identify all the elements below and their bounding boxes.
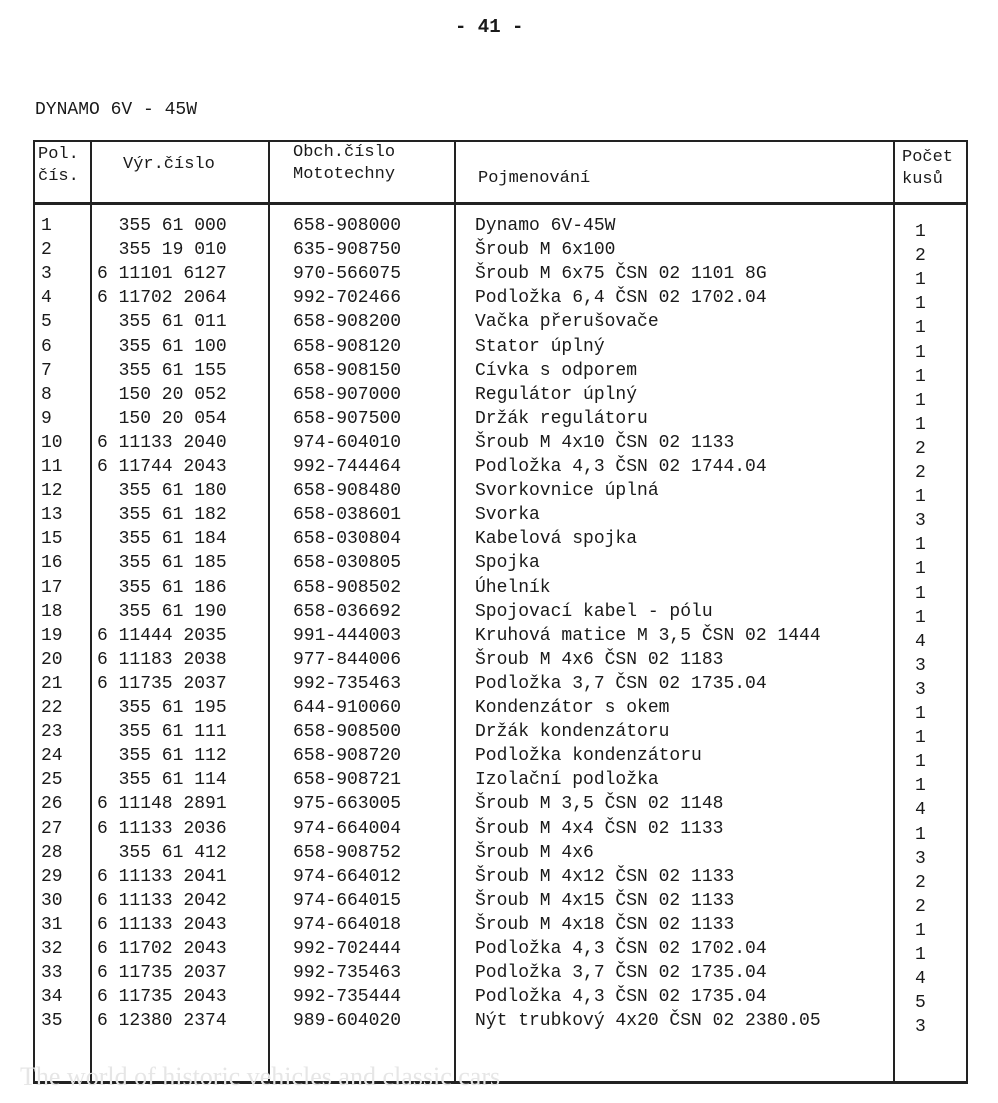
table-row <box>35 286 970 315</box>
row-trade-no: 658-036692 <box>293 601 402 622</box>
table-row <box>35 576 970 604</box>
row-qty: 1 <box>915 390 926 411</box>
table-row <box>35 431 970 459</box>
row-qty: 2 <box>915 896 926 917</box>
table-row <box>35 214 970 242</box>
row-name: Cívka s odporem <box>475 360 638 381</box>
row-pos: 29 <box>41 866 63 887</box>
row-trade-no: 974-664018 <box>293 914 402 935</box>
row-pos: 3 <box>41 264 52 285</box>
table-row <box>35 985 970 1014</box>
row-trade-no: 644-910060 <box>293 698 402 718</box>
row-name: Podložka 4,3 ČSN 02 1744.04 <box>475 457 767 477</box>
page-number: - 41 - <box>455 16 524 38</box>
row-pos: 18 <box>41 601 63 622</box>
row-part-no: 355 61 185 <box>97 553 227 574</box>
row-name: Podložka 4,3 ČSN 02 1735.04 <box>475 987 767 1008</box>
row-name: Šroub M 3,5 ČSN 02 1148 <box>475 794 724 815</box>
row-name: Kabelová spojka <box>475 529 638 550</box>
table-row <box>35 889 970 917</box>
row-trade-no: 989-604020 <box>293 1011 402 1032</box>
table-row <box>35 792 970 821</box>
row-part-no: 6 11735 2037 <box>97 673 227 694</box>
row-name: Úhelník <box>475 577 551 598</box>
row-qty: 4 <box>915 969 926 990</box>
row-name: Držák regulátoru <box>475 408 648 429</box>
row-part-no: 355 19 010 <box>97 240 227 261</box>
row-trade-no: 658-908000 <box>293 216 402 236</box>
row-trade-no: 658-030805 <box>293 553 402 574</box>
row-trade-no: 992-735444 <box>293 987 402 1008</box>
row-qty: 1 <box>915 704 926 724</box>
row-name: Podložka 3,7 ČSN 02 1735.04 <box>475 963 767 984</box>
row-name: Šroub M 4x10 ČSN 02 1133 <box>475 432 735 453</box>
row-trade-no: 658-038601 <box>293 505 402 526</box>
row-trade-no: 974-664015 <box>293 890 402 911</box>
table-row <box>35 744 970 773</box>
section-title: DYNAMO 6V - 45W <box>35 100 198 120</box>
row-part-no: 6 11133 2042 <box>97 890 227 911</box>
header-line: Obch.číslo <box>293 143 396 162</box>
header-divider <box>35 202 966 205</box>
row-pos: 27 <box>41 818 63 839</box>
row-part-no: 355 61 000 <box>97 216 227 236</box>
header-line: kusů <box>902 170 943 189</box>
table-row <box>35 359 970 387</box>
row-qty: 1 <box>915 920 926 941</box>
row-trade-no: 974-664004 <box>293 818 402 839</box>
row-pos: 17 <box>41 577 63 598</box>
row-name: Spojovací kabel - pólu <box>475 601 713 622</box>
row-qty: 4 <box>915 800 926 821</box>
row-part-no: 355 61 112 <box>97 746 227 767</box>
row-part-no: 355 61 100 <box>97 336 227 357</box>
row-trade-no: 658-908502 <box>293 577 402 598</box>
row-name: Podložka kondenzátoru <box>475 746 702 767</box>
header-qty <box>902 147 953 191</box>
row-name: Regulátor úplný <box>475 384 638 405</box>
row-pos: 11 <box>41 457 63 477</box>
row-trade-no: 977-844006 <box>293 649 402 670</box>
table-row <box>35 841 970 869</box>
row-trade-no: 992-702466 <box>293 288 402 309</box>
table-row <box>35 768 970 797</box>
row-part-no: 355 61 195 <box>97 698 227 718</box>
row-trade-no: 658-908752 <box>293 842 402 863</box>
row-qty: 5 <box>915 993 926 1014</box>
row-name: Vačka přerušovače <box>475 312 659 333</box>
row-part-no: 355 61 111 <box>97 722 227 743</box>
row-part-no: 6 11133 2041 <box>97 866 227 887</box>
row-part-no: 355 61 180 <box>97 481 227 502</box>
row-name: Dynamo 6V-45W <box>475 216 616 236</box>
row-part-no: 6 11744 2043 <box>97 457 227 477</box>
table-row <box>35 335 970 363</box>
table-row <box>35 551 970 580</box>
row-pos: 6 <box>41 336 52 357</box>
table-row <box>35 262 970 291</box>
row-name: Šroub M 4x15 ČSN 02 1133 <box>475 890 735 911</box>
row-trade-no: 635-908750 <box>293 240 402 261</box>
row-qty: 3 <box>915 848 926 869</box>
table-row <box>35 600 970 628</box>
row-pos: 26 <box>41 794 63 815</box>
row-pos: 31 <box>41 914 63 935</box>
row-pos: 32 <box>41 939 63 959</box>
row-qty: 3 <box>915 511 926 532</box>
row-part-no: 150 20 052 <box>97 384 227 405</box>
row-pos: 20 <box>41 649 63 670</box>
row-part-no: 6 11133 2043 <box>97 914 227 935</box>
table-row <box>35 817 970 845</box>
row-qty: 1 <box>915 294 926 315</box>
row-part-no: 6 11735 2037 <box>97 963 227 984</box>
row-qty: 1 <box>915 752 926 773</box>
row-name: Šroub M 6x75 ČSN 02 1101 8G <box>475 264 767 285</box>
row-part-no: 355 61 186 <box>97 577 227 598</box>
row-qty: 1 <box>915 728 926 749</box>
row-trade-no: 658-908200 <box>293 312 402 333</box>
row-part-no: 355 61 182 <box>97 505 227 526</box>
table-row <box>35 624 970 652</box>
row-name: Podložka 6,4 ČSN 02 1702.04 <box>475 288 767 309</box>
row-trade-no: 970-566075 <box>293 264 402 285</box>
header-line: Počet <box>902 148 954 167</box>
header-part-no: Výr.číslo <box>123 155 215 174</box>
row-name: Nýt trubkový 4x20 ČSN 02 2380.05 <box>475 1011 821 1032</box>
row-name: Držák kondenzátoru <box>475 722 670 743</box>
row-pos: 23 <box>41 722 63 743</box>
row-qty: 1 <box>915 414 926 435</box>
row-part-no: 6 12380 2374 <box>97 1011 227 1032</box>
row-trade-no: 992-702444 <box>293 939 402 959</box>
row-pos: 7 <box>41 360 52 381</box>
row-part-no: 6 11101 6127 <box>97 264 227 285</box>
row-name: Stator úplný <box>475 336 605 357</box>
row-pos: 21 <box>41 673 63 694</box>
row-qty: 3 <box>915 679 926 700</box>
row-pos: 19 <box>41 625 63 646</box>
row-part-no: 355 61 114 <box>97 770 227 791</box>
row-part-no: 6 11133 2036 <box>97 818 227 839</box>
row-pos: 13 <box>41 505 63 526</box>
row-trade-no: 975-663005 <box>293 794 402 815</box>
row-trade-no: 658-908150 <box>293 360 402 381</box>
row-name: Šroub M 4x18 ČSN 02 1133 <box>475 914 735 935</box>
row-part-no: 6 11133 2040 <box>97 432 227 453</box>
row-pos: 9 <box>41 408 52 429</box>
row-pos: 2 <box>41 240 52 261</box>
watermark: The world of historic vehicles and classic cars <box>20 1062 501 1091</box>
row-part-no: 6 11148 2891 <box>97 794 227 815</box>
row-part-no: 6 11735 2043 <box>97 987 227 1008</box>
row-qty: 1 <box>915 776 926 797</box>
row-name: Podložka 4,3 ČSN 02 1702.04 <box>475 939 767 959</box>
row-trade-no: 991-444003 <box>293 625 402 646</box>
table-row <box>35 310 970 339</box>
row-qty: 3 <box>915 1017 926 1038</box>
row-qty: 1 <box>915 945 926 965</box>
row-name: Izolační podložka <box>475 770 659 791</box>
table-row <box>35 479 970 508</box>
row-trade-no: 658-908721 <box>293 770 402 791</box>
row-part-no: 355 61 412 <box>97 842 227 863</box>
table-row <box>35 503 970 532</box>
row-part-no: 355 61 184 <box>97 529 227 550</box>
row-trade-no: 974-664012 <box>293 866 402 887</box>
row-qty: 1 <box>915 366 926 387</box>
row-pos: 1 <box>41 216 52 236</box>
table-row <box>35 238 970 267</box>
row-qty: 1 <box>915 607 926 628</box>
header-trade-no <box>293 142 395 186</box>
row-trade-no: 658-907500 <box>293 408 402 429</box>
row-pos: 8 <box>41 384 52 405</box>
table-row <box>35 696 970 724</box>
header-name: Pojmenování <box>478 169 591 188</box>
row-pos: 16 <box>41 553 63 574</box>
row-pos: 33 <box>41 963 63 984</box>
row-pos: 25 <box>41 770 63 791</box>
row-qty: 1 <box>915 535 926 556</box>
row-pos: 10 <box>41 432 63 453</box>
table-row <box>35 455 970 483</box>
row-pos: 34 <box>41 987 63 1008</box>
table-row <box>35 383 970 411</box>
row-qty: 1 <box>915 318 926 339</box>
row-part-no: 150 20 054 <box>97 408 227 429</box>
row-pos: 4 <box>41 288 52 309</box>
row-name: Spojka <box>475 553 540 574</box>
row-part-no: 6 11702 2064 <box>97 288 227 309</box>
row-trade-no: 992-744464 <box>293 457 402 477</box>
table-row <box>35 648 970 676</box>
header-line: Pol. <box>38 145 79 164</box>
row-name: Svorka <box>475 505 540 526</box>
row-trade-no: 992-735463 <box>293 673 402 694</box>
row-part-no: 355 61 190 <box>97 601 227 622</box>
row-name: Šroub M 4x12 ČSN 02 1133 <box>475 866 735 887</box>
row-pos: 15 <box>41 529 63 550</box>
table-row <box>35 527 970 556</box>
row-qty: 2 <box>915 463 926 483</box>
row-trade-no: 658-908720 <box>293 746 402 767</box>
row-name: Svorkovnice úplná <box>475 481 659 502</box>
table-row <box>35 865 970 893</box>
row-qty: 4 <box>915 631 926 652</box>
row-name: Kondenzátor s okem <box>475 698 670 718</box>
row-part-no: 6 11183 2038 <box>97 649 227 670</box>
row-trade-no: 658-908120 <box>293 336 402 357</box>
row-qty: 2 <box>915 438 926 459</box>
row-trade-no: 658-908480 <box>293 481 402 502</box>
row-qty: 2 <box>915 246 926 267</box>
row-name: Podložka 3,7 ČSN 02 1735.04 <box>475 673 767 694</box>
row-trade-no: 974-604010 <box>293 432 402 453</box>
header-line: čís. <box>38 167 79 186</box>
row-qty: 1 <box>915 559 926 580</box>
row-pos: 24 <box>41 746 63 767</box>
table-row <box>35 913 970 941</box>
row-part-no: 6 11702 2043 <box>97 939 227 959</box>
row-qty: 1 <box>915 583 926 604</box>
row-pos: 22 <box>41 698 63 718</box>
parts-table <box>33 140 968 1084</box>
row-trade-no: 658-908500 <box>293 722 402 743</box>
row-part-no: 355 61 155 <box>97 360 227 381</box>
table-row <box>35 407 970 435</box>
row-qty: 1 <box>915 487 926 508</box>
row-trade-no: 658-030804 <box>293 529 402 550</box>
row-part-no: 355 61 011 <box>97 312 227 333</box>
table-row <box>35 672 970 700</box>
row-name: Kruhová matice M 3,5 ČSN 02 1444 <box>475 625 821 646</box>
row-qty: 1 <box>915 270 926 291</box>
row-qty: 3 <box>915 655 926 676</box>
row-pos: 30 <box>41 890 63 911</box>
table-row <box>35 961 970 990</box>
row-name: Šroub M 6x100 <box>475 240 616 261</box>
row-pos: 12 <box>41 481 63 502</box>
row-qty: 2 <box>915 872 926 893</box>
table-row <box>35 1009 970 1038</box>
header-line: Mototechny <box>293 165 396 184</box>
row-pos: 28 <box>41 842 63 863</box>
header-pos <box>38 144 79 188</box>
row-name: Šroub M 4x4 ČSN 02 1133 <box>475 818 724 839</box>
row-name: Šroub M 4x6 <box>475 842 594 863</box>
row-part-no: 6 11444 2035 <box>97 625 227 646</box>
row-qty: 1 <box>915 824 926 845</box>
table-row <box>35 720 970 749</box>
row-pos: 35 <box>41 1011 63 1032</box>
row-trade-no: 658-907000 <box>293 384 402 405</box>
row-qty: 1 <box>915 342 926 363</box>
table-row <box>35 937 970 965</box>
row-trade-no: 992-735463 <box>293 963 402 984</box>
row-pos: 5 <box>41 312 52 333</box>
row-qty: 1 <box>915 222 926 242</box>
row-name: Šroub M 4x6 ČSN 02 1183 <box>475 649 724 670</box>
